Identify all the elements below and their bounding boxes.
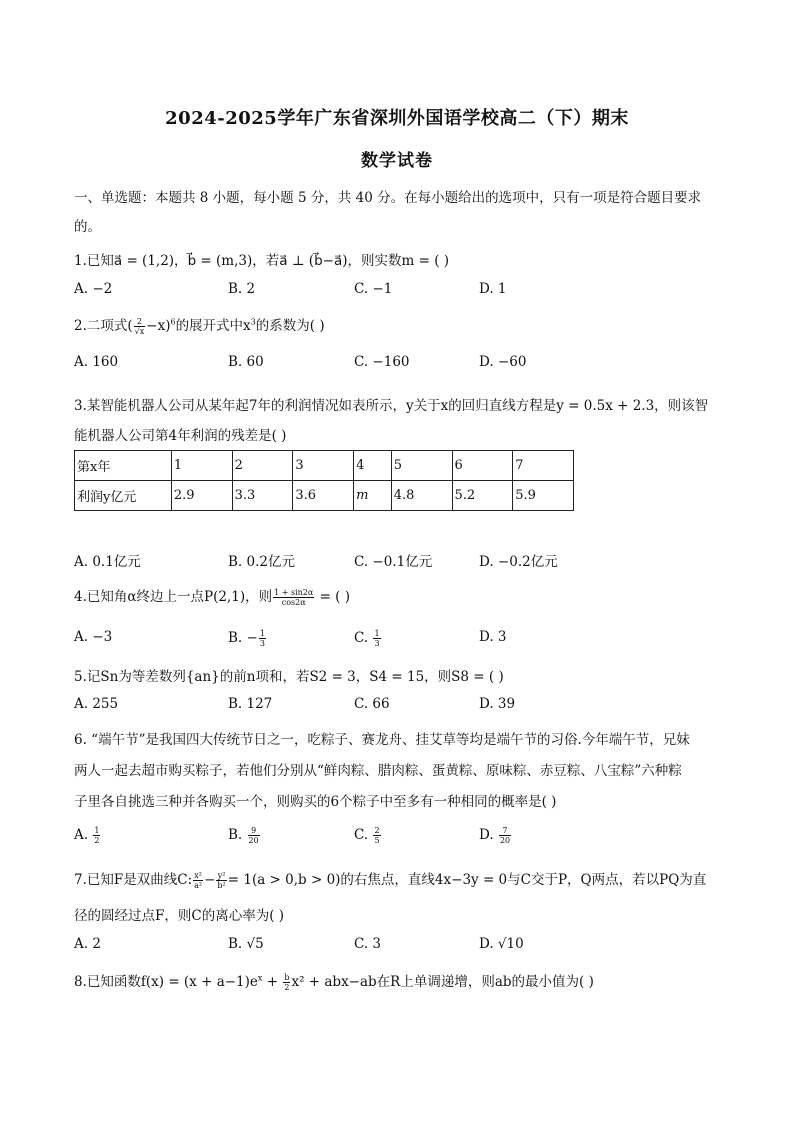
option-b: B. 60 [228,354,264,370]
question-3-cont: 能机器人公司第4年利润的残差是( ) [74,428,287,444]
option-c: C. −160 [354,354,410,370]
table-cell: 5 [391,451,452,481]
table-row [75,481,574,511]
option-c: C. $\frac{2}{5}$ [354,826,380,845]
exam-subtitle: 数学试卷 [361,151,433,171]
question-3-options [74,550,724,570]
option-a: A. 0.1亿元 [74,554,141,570]
table-cell: 利润y亿元 [75,481,172,511]
table-cell: m [354,481,392,511]
option-c: C. −1 [354,281,393,297]
table-cell: 7 [513,451,574,481]
option-c: C. −0.1亿元 [354,554,433,570]
option-c: C. 3 [354,936,382,952]
question-5-options [74,696,724,716]
option-b: B. 0.2亿元 [228,554,295,570]
option-b: B. − $\frac{1}{3}$ [228,629,265,648]
option-a: A. −3 [74,629,113,645]
option-c: C. 66 [354,696,390,712]
question-6-cont2: 子里各自挑选三种并各购买一个，则购买的6个粽子中至多有一种相同的概率是( ) [74,794,557,810]
table-cell: 4 [354,451,392,481]
table-cell: 2.9 [171,481,232,511]
table-cell: 5.2 [452,481,513,511]
option-b: B. $\frac{9}{20}$ [228,826,259,845]
table-cell: 2 [232,451,293,481]
table-row [75,451,574,481]
question-5: 5.记Sn为等差数列{an}的前n项和，若S2 = 3，S4 = 15，则S8 = ( ) [74,669,504,685]
table-cell: 3 [293,451,354,481]
section-instructions-cont: 的。 [74,219,101,235]
question-6-options [74,826,724,846]
question-1-options [74,281,724,301]
table-cell: 5.9 [513,481,574,511]
question-7: 7.已知F是双曲线C: $\frac{\text{x²}}{\text{a²}}$ − $\frac{\text{y²}}{\text{b²}}$ = 1(a > 0,b > 0)的右焦点，直线4x−3y = 0与C交于P，Q两点，若以PQ为直 [74,871,707,890]
question-2-options [74,354,724,374]
option-d: D. −0.2亿元 [479,554,558,570]
option-a: A. −2 [74,281,113,297]
option-d: D. −60 [479,354,527,370]
option-a: A. 255 [74,696,119,712]
option-b: B. 2 [228,281,256,297]
option-b: B. 127 [228,696,273,712]
option-a: A. 2 [74,936,101,952]
option-a: A. 160 [74,354,119,370]
question-6: 6. “端午节”是我国四大传统节日之一，吃粽子、赛龙舟、挂艾草等均是端午节的习俗.今年端午节，兄妹 [74,732,690,748]
question-4: 4.已知角α终边上一点P(2,1)，则 $\frac{1 + \sin 2\alpha}{\cos 2\alpha}$ = ( ) [74,588,351,607]
question-4-options [74,629,724,649]
question-1: 1.已知a⃗ = (1,2)，b⃗ = (m,3)，若a⃗ ⊥ (b⃗−a⃗)，则实数m = ( ) [74,253,450,269]
exam-title: 2024-2025学年广东省深圳外国语学校高二（下）期末 [165,108,629,129]
table-cell: 第x年 [75,451,172,481]
table-cell: 3.3 [232,481,293,511]
option-a: A. $\frac{1}{2}$ [74,826,100,845]
option-d: D. 3 [479,629,507,645]
table-cell: 6 [452,451,513,481]
question-8: 8.已知函数$f(x) = (x + a-1)e^x$ + $\frac{b}{2}$ x² + abx−ab在R上单调递增，则ab的最小值为( ) [74,973,594,992]
table-cell: 4.8 [391,481,452,511]
option-c: C. $\frac{1}{3}$ [354,629,380,648]
option-d: D. √10 [479,936,524,952]
table-cell: 1 [171,451,232,481]
option-d: D. 1 [479,281,507,297]
question-3: 3.某智能机器人公司从某年起7年的利润情况如表所示，y关于x的回归直线方程是y = 0.5x + 2.3，则该智 [74,398,709,414]
question-7-cont: 径的圆经过点F，则C的离心率为( ) [74,908,285,924]
profit-table [74,450,574,511]
question-2: 2.二项式( $\frac{2}{√x}$ −x)$^6$的展开式中$x^3$的系数为( ) [74,317,325,336]
question-7-options [74,936,724,956]
table-cell: 3.6 [293,481,354,511]
option-b: B. √5 [228,936,264,952]
section-instructions: 一、单选题：本题共 8 小题，每小题 5 分，共 40 分。在每小题给出的选项中，只有一项是符合题目要求 [74,190,702,206]
option-d: D. $\frac{7}{20}$ [479,826,511,845]
question-6-cont: 两人一起去超市购买粽子，若他们分别从“鲜肉粽、腊肉粽、蛋黄粽、原味粽、赤豆粽、八宝粽”六种粽 [74,763,682,779]
option-d: D. 39 [479,696,516,712]
